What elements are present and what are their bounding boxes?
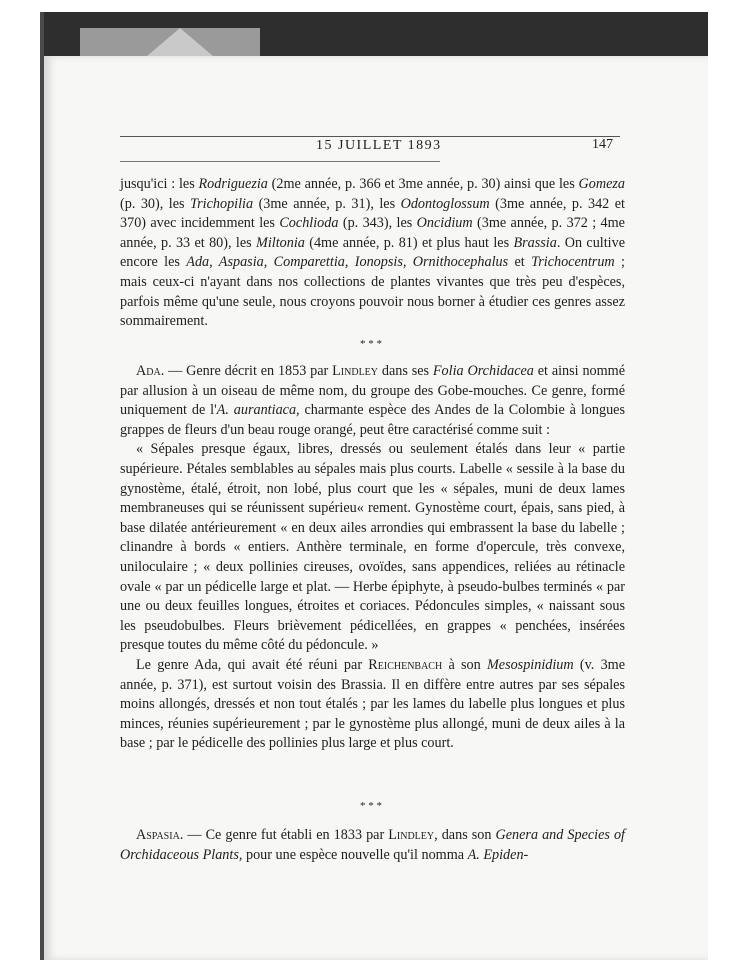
header-underline: [120, 161, 440, 162]
genus-heading-ada: Ada: [136, 363, 161, 379]
aspasia-section: Aspasia. — Ce genre fut établi en 1833 par Lindley, dans son Genera and Species of Orchidaceous Plants, pour une espèce nouvelle qu'il nomma A. Epiden-: [120, 827, 625, 863]
ada-description-quote: « Sépales presque égaux, libres, dressés ou seulement étalés dans leur « partie supérieure. Pétales semblables au sépales mais plus courts. Labelle « sessile à la base du gynostème, étalé, étroit, non lobé, plus court que les « sépales, muni de deux lames membraneuses qui se réunissent supérieu« rement. Gynostème court, épais, sans pied, à base dilatée antérieurement « en deux ailes arrondies qui embrassent la base du labelle ; clinandre à bords « entiers. Anthère terminale, en forme d'opercule, très convexe, uniloculaire ; « deux pollinies cireuses, ovoïdes, sans appendices, reliées au rétinacle ovale « par un pédicelle large et plat. — Herbe épiphyte, à pseudo-bulbes terminés « par une ou deux feuilles longues, étroites et coriaces. Pédoncules simples, « naissant sous les pseudobulbes. Fleurs brièvement pédicellées, en grappes « penchées, insérées presque toutes du même côté du pédoncule. »: [120, 441, 625, 654]
section-separator-2: * * *: [360, 800, 382, 812]
genus-heading-aspasia: Aspasia: [136, 827, 180, 843]
running-header-date: 15 JUILLET 1893: [316, 138, 442, 153]
page-gutter-edge: [40, 12, 44, 960]
intro-paragraph: jusqu'ici : les Rodriguezia (2me année, p. 366 et 3me année, p. 30) ainsi que les Gomeza (p. 30), les Trichopilia (3me année, p. 31), les Odontoglossum (3me année, p. 342 et 370) avec incidemment les Cochlioda (p. 343), les Oncidium (3me année, p. 372 ; 4me année, p. 33 et 80), les Miltonia (4me année, p. 81) et plus haut les Brassia. On cultive encore les Ada, Aspasia, Comparettia, Ionopsis, Ornithocephalus et Trichocentrum ; mais ceux-ci n'ayant dans nos collections de plantes vivantes que très peu d'espèces, parfois même qu'une seule, nous croyons pouvoir nous borner à étudier ces genres assez sommairement.: [120, 176, 626, 330]
page-number: 147: [592, 137, 613, 152]
ada-section: Ada. — Genre décrit en 1853 par Lindley dans ses Folia Orchidacea et ainsi nommé par allusion à un oiseau de même nom, du groupe des Gobe-mouches. Ce genre, formé uniquement de l'A. aurantiaca, charmante espèce des Andes de la Colombie à longues grappes de fleurs d'un beau rouge orangé, peut être caractérisé comme suit : « Sépales presque égaux, libres, dressés ou seulement étalés dans leur « partie supérieure. Pétales semblables au sépales mais plus courts. Labelle « sessile à la base du gynostème, étalé, étroit, non lobé, plus court que les « sépales, muni de deux lames membraneuses qui se réunissent supérieu« rement. Gynostème court, épais, sans pied, à base dilatée antérieurement « en deux ailes arrondies qui embrassent la base du labelle ; clinandre à bords « entiers. Anthère terminale, en forme d'opercule, très convexe, uniloculaire ; « deux pollinies cireuses, ovoïdes, sans appendices, reliées au rétinacle ovale « par un pédicelle large et plat. — Herbe épiphyte, à pseudo-bulbes terminés « par une ou deux feuilles longues, étroites et coriaces. Pédoncules simples, « naissant sous les pseudobulbes. Fleurs brièvement pédicellées, en grappes « penchées, insérées presque toutes du même côté du pédoncule. » Le genre Ada, qui avait été réuni par Reichenbach à son Mesospinidium (v. 3me année, p. 371), est surtout voisin des Brassia. Il en diffère entre autres par ses sépales moins allongés, dressés et non tout étalés ; par les lames du labelle plus longues et plus minces, réunies supérieurement ; par le gynostème plus allongé, muni de deux ailes à la base ; par le pédicelle des pollinies plus large et plus court.: [120, 363, 626, 752]
section-separator: * * *: [360, 338, 382, 350]
